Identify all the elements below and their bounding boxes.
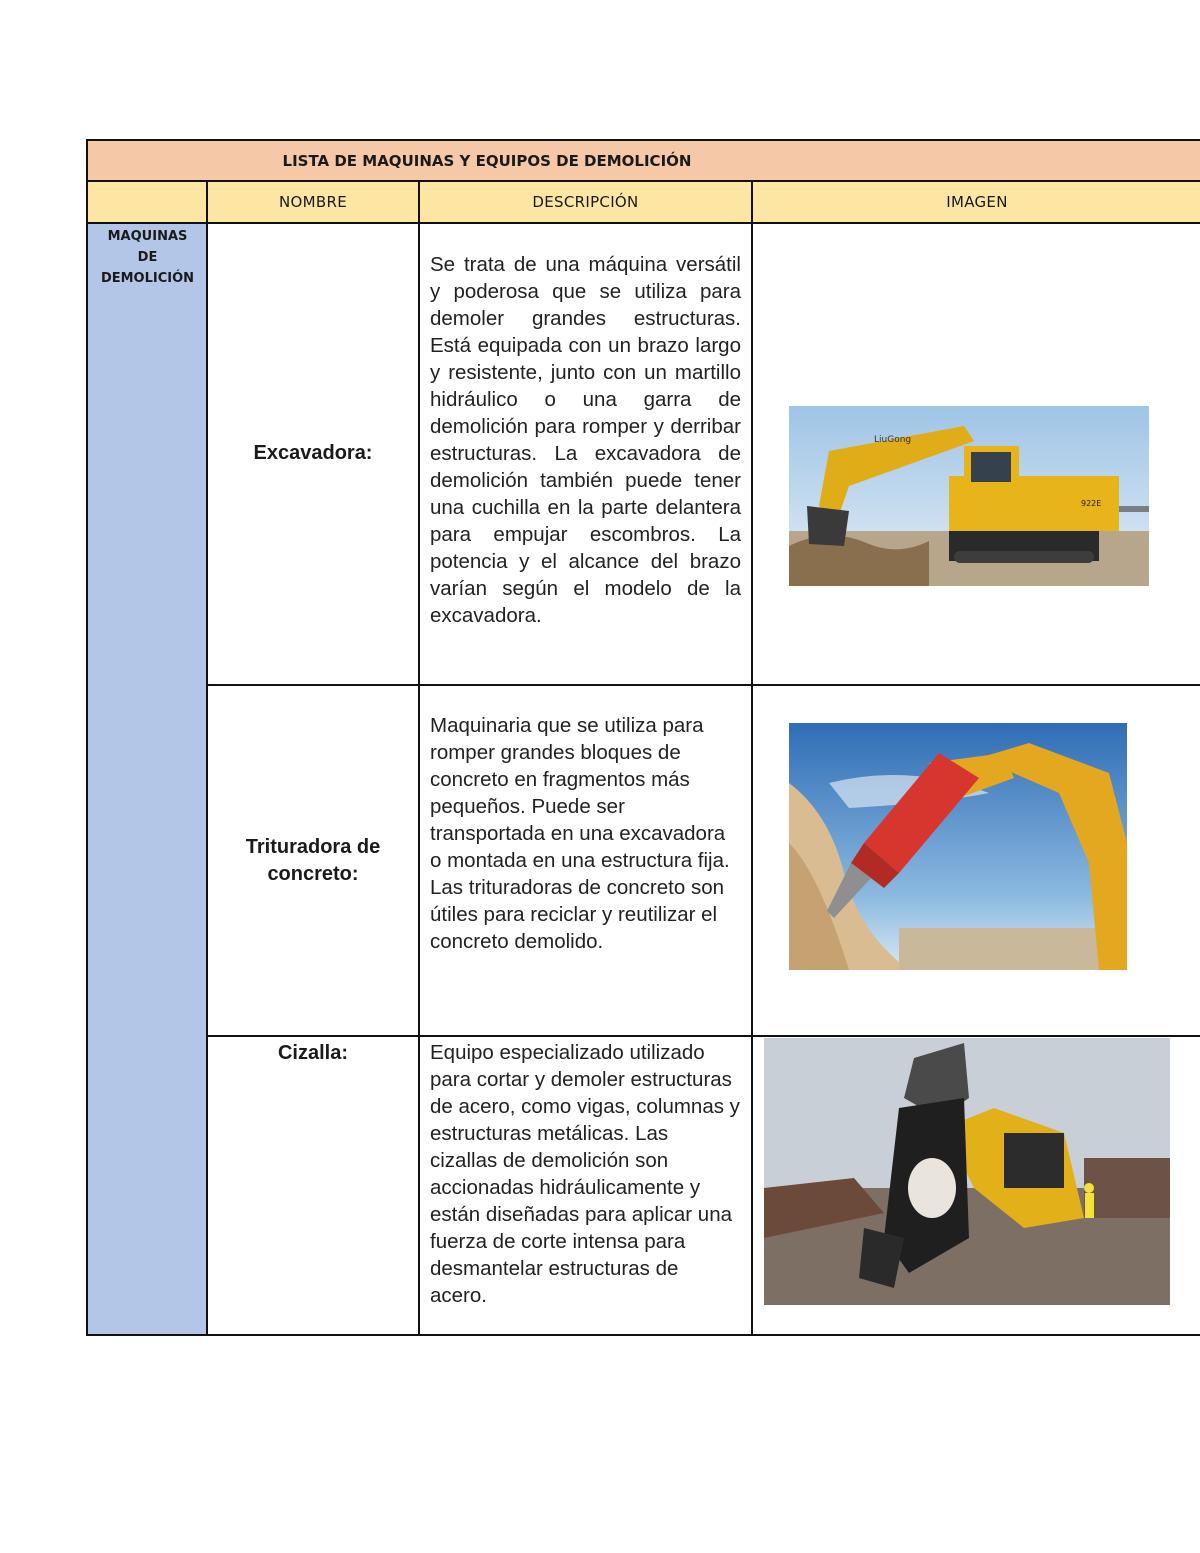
grid-line bbox=[206, 1035, 1200, 1037]
category-line-3: DEMOLICIÓN bbox=[100, 271, 195, 286]
excavator-brand-text: LiuGong bbox=[874, 435, 912, 445]
table-title-text: LISTA DE MAQUINAS Y EQUIPOS DE DEMOLICIÓN bbox=[282, 151, 692, 170]
row-2-description: Maquinaria que se utiliza para romper grandes bloques de concreto en fragmentos más pequeños. Puede ser transportada en una excavadora o montada en una estructura fija. Las trituradoras de concreto son útiles para reciclar y reutilizar el concreto demolido. bbox=[430, 714, 730, 953]
row-2-name-line-1: Trituradora de bbox=[245, 836, 381, 858]
shear-photo bbox=[764, 1038, 1170, 1305]
excavator-model-text: 922E bbox=[1081, 499, 1102, 508]
header-description: DESCRIPCIÓN bbox=[532, 193, 639, 211]
grid-line bbox=[86, 222, 1200, 224]
grid-line bbox=[86, 180, 1200, 182]
category-line-1: MAQUINAS bbox=[107, 229, 188, 244]
grid-line bbox=[86, 139, 88, 1336]
row-2-name-line-2: concreto: bbox=[267, 863, 359, 885]
concrete-crusher-photo bbox=[789, 723, 1127, 970]
category-line-2: DE bbox=[137, 250, 158, 265]
category-label bbox=[89, 226, 206, 289]
grid-line bbox=[206, 684, 1200, 686]
excavator-photo bbox=[789, 406, 1149, 586]
row-3-description: Equipo especializado utilizado para cortar y demoler estructuras de acero, como vigas, columnas y estructuras metálicas. Las cizallas de demolición son accionadas hidráulicamente y están diseñadas para aplicar una fuerza de corte intensa para desmantelar estructuras de acero. bbox=[430, 1041, 740, 1307]
grid-line bbox=[86, 1334, 1200, 1336]
row-1-description: Se trata de una máquina versátil y poderosa que se utiliza para demoler grandes estructuras. Está equipada con un brazo largo y resistente, junto con un martillo hidráulico o una garra de demolición para romper y derribar estructuras. La excavadora de demolición también puede tener una cuchilla en la parte delantera para empujar escombros. La potencia y el alcance del brazo varían según el modelo de la excavadora. bbox=[430, 253, 741, 627]
row-3-name: Cizalla: bbox=[277, 1042, 349, 1064]
grid-line bbox=[751, 180, 753, 1336]
table-title bbox=[87, 140, 1200, 181]
category-band bbox=[87, 223, 207, 1335]
header-image: IMAGEN bbox=[946, 193, 1008, 211]
row-1-name: Excavadora: bbox=[253, 442, 373, 464]
grid-line bbox=[86, 139, 1200, 141]
grid-line bbox=[418, 180, 420, 1336]
header-name: NOMBRE bbox=[279, 193, 347, 211]
row-2-name bbox=[207, 834, 419, 888]
grid-line bbox=[206, 180, 208, 1336]
